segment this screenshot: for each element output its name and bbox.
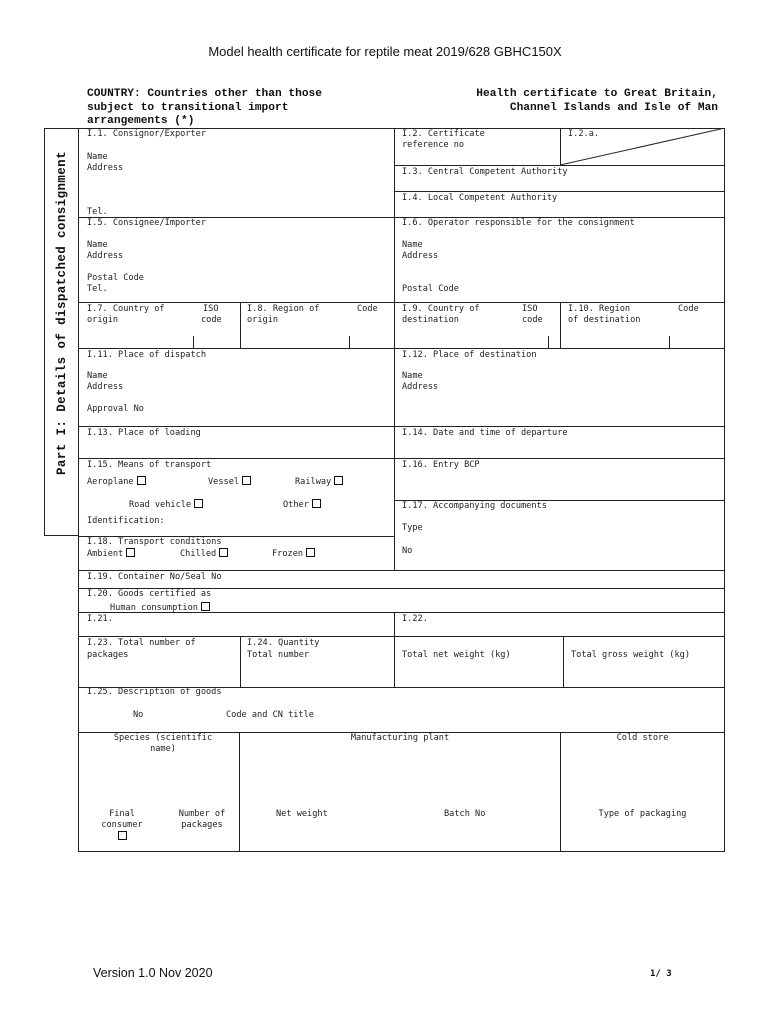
i12-address: Address [402, 382, 439, 392]
i11-name: Name [87, 371, 108, 381]
i1-address: Address [87, 163, 124, 173]
i18-ambient-label: Ambient [87, 549, 124, 559]
i25-label: I.25. Description of goods [87, 687, 222, 697]
species-header [87, 733, 239, 755]
i2-label-2: reference no [402, 140, 465, 150]
species-header-2: name) [150, 744, 176, 754]
i23-label-1: I.23. Total number of [87, 638, 196, 648]
railway-checkbox[interactable] [334, 476, 343, 485]
i18-label: I.18. Transport conditions [87, 537, 222, 547]
i15-road [129, 499, 203, 511]
i15-vessel-label: Vessel [208, 477, 240, 487]
i18-frozen [272, 548, 315, 560]
number-of-packages [170, 809, 234, 831]
human-consumption-checkbox[interactable] [201, 602, 210, 611]
certificate-heading [400, 88, 718, 115]
i11-address: Address [87, 382, 124, 392]
certificate-line-1: Health certificate to Great Britain, [476, 88, 718, 100]
number-of-packages-1: Number of [178, 809, 226, 819]
i9-label-2: destination [402, 315, 459, 325]
total-gross-weight: Total gross weight (kg) [571, 650, 690, 660]
i19-label: I.19. Container No/Seal No [87, 572, 222, 582]
certificate-line-2: Channel Islands and Isle of Man [509, 101, 718, 114]
country-line-2: subject to transitional import [87, 101, 289, 114]
i22-label: I.22. [402, 614, 428, 624]
i5-address: Address [87, 251, 124, 261]
country-heading [87, 88, 322, 129]
i20-label: I.20. Goods certified as [87, 589, 212, 599]
i18-chilled [180, 548, 228, 560]
document-title: Model health certificate for reptile meat 2019/628 GBHC150X [208, 44, 562, 59]
i14-label: I.14. Date and time of departure [402, 428, 568, 438]
final-consumer [94, 809, 150, 843]
i21-label: I.21. [87, 614, 113, 624]
i15-railway [295, 476, 343, 488]
i17-type: Type [402, 523, 423, 533]
i15-aeroplane [87, 476, 146, 488]
page-number: 1/ 3 [650, 969, 672, 979]
i1-name: Name [87, 152, 108, 162]
i7-label-1: I.7. Country of [87, 304, 165, 314]
i7-label-2: origin [87, 315, 119, 325]
country-line-1: COUNTRY: Countries other than those [87, 88, 322, 100]
i2-label-1: I.2. Certificate [402, 129, 485, 139]
i8-code: Code [357, 304, 378, 314]
i6-postal-code: Postal Code [402, 284, 459, 294]
side-label: Part I: Details of dispatched consignment [55, 151, 69, 475]
i10-code: Code [678, 304, 699, 314]
i17-no: No [402, 546, 413, 556]
final-consumer-2: consumer [101, 820, 143, 830]
i11-approval: Approval No [87, 404, 144, 414]
i10-label-1: I.10. Region [568, 304, 631, 314]
i12-name: Name [402, 371, 423, 381]
aeroplane-checkbox[interactable] [137, 476, 146, 485]
i5-name: Name [87, 240, 108, 250]
i10-label-2: of destination [568, 315, 641, 325]
i9-iso-1: ISO [522, 304, 538, 314]
i6-label: I.6. Operator responsible for the consignment [402, 218, 635, 228]
i15-vessel [208, 476, 251, 488]
i23-label-2: packages [87, 650, 129, 660]
i15-aeroplane-label: Aeroplane [87, 477, 134, 487]
i6-name: Name [402, 240, 423, 250]
batch-no: Batch No [444, 809, 486, 819]
cold-store-header: Cold store [616, 733, 669, 743]
i13-label: I.13. Place of loading [87, 428, 201, 438]
i8-label-1: I.8. Region of [247, 304, 320, 314]
i20-human-label: Human consumption [110, 603, 198, 613]
i15-other-label: Other [283, 500, 309, 510]
road-vehicle-checkbox[interactable] [194, 499, 203, 508]
i25-no: No [133, 710, 144, 720]
i6-address: Address [402, 251, 439, 261]
country-line-3: arrangements (*) [87, 115, 195, 127]
i8-label-2: origin [247, 315, 279, 325]
net-weight: Net weight [276, 809, 328, 819]
i11-label: I.11. Place of dispatch [87, 350, 206, 360]
i15-railway-label: Railway [295, 477, 332, 487]
i7-iso-1: ISO [203, 304, 219, 314]
i24-label-1: I.24. Quantity [247, 638, 320, 648]
footer-version: Version 1.0 Nov 2020 [93, 966, 213, 980]
i17-label: I.17. Accompanying documents [402, 501, 547, 511]
i1-label: I.1. Consignor/Exporter [87, 129, 206, 139]
vessel-checkbox[interactable] [242, 476, 251, 485]
i16-label: I.16. Entry BCP [402, 460, 480, 470]
ambient-checkbox[interactable] [126, 548, 135, 557]
final-consumer-checkbox[interactable] [118, 831, 127, 840]
i18-ambient [87, 548, 135, 560]
i15-label: I.15. Means of transport [87, 460, 212, 470]
i2a-label: I.2.a. [568, 129, 600, 139]
i25-code: Code and CN title [226, 710, 314, 720]
i4-label: I.4. Local Competent Authority [402, 193, 558, 203]
other-checkbox[interactable] [312, 499, 321, 508]
frozen-checkbox[interactable] [306, 548, 315, 557]
i5-tel: Tel. [87, 284, 108, 294]
i15-other [283, 499, 321, 511]
number-of-packages-2: packages [181, 820, 223, 830]
i5-postal-code: Postal Code [87, 273, 144, 283]
i12-label: I.12. Place of destination [402, 350, 537, 360]
i1-tel: Tel. [87, 207, 108, 217]
i18-chilled-label: Chilled [180, 549, 217, 559]
chilled-checkbox[interactable] [219, 548, 228, 557]
type-of-packaging: Type of packaging [598, 809, 687, 819]
i9-iso-2: code [522, 315, 543, 325]
i9-label-1: I.9. Country of [402, 304, 480, 314]
i7-iso-2: code [201, 315, 222, 325]
i5-label: I.5. Consignee/Importer [87, 218, 206, 228]
i15-identification: Identification: [87, 516, 165, 526]
manufacturing-plant-header: Manufacturing plant [350, 733, 450, 743]
species-header-1: Species (scientific [113, 733, 213, 743]
i24-label-2: Total number [247, 650, 310, 660]
i18-frozen-label: Frozen [272, 549, 304, 559]
i3-label: I.3. Central Competent Authority [402, 167, 568, 177]
total-net-weight: Total net weight (kg) [402, 650, 511, 660]
final-consumer-1: Final [109, 809, 135, 819]
i20-human [110, 602, 210, 614]
i15-road-label: Road vehicle [129, 500, 192, 510]
